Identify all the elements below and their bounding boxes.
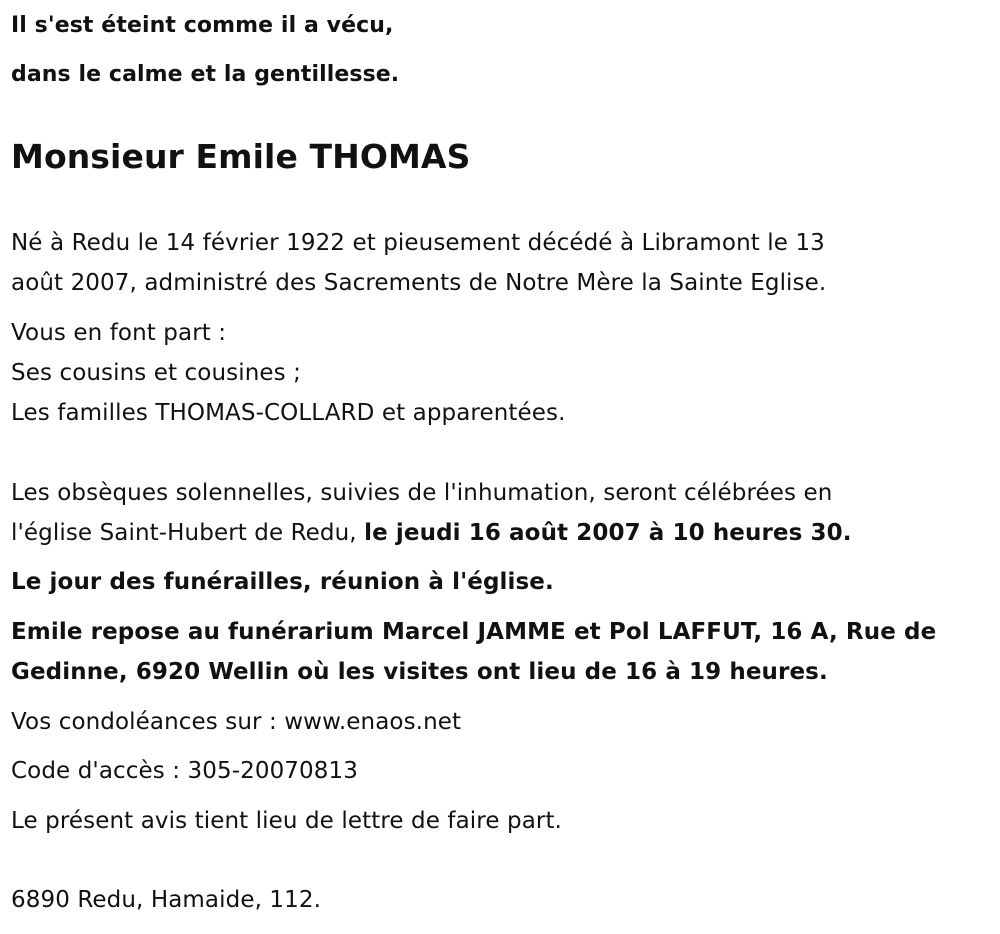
notice-text: Le présent avis tient lieu de lettre de faire part. xyxy=(11,808,562,834)
condolences-website: Vos condoléances sur : www.enaos.net xyxy=(11,709,462,735)
announcers-heading: Vous en font part : xyxy=(11,320,227,346)
announcer-families: Les familles THOMAS-COLLARD et apparentées. xyxy=(11,400,566,426)
address: 6890 Redu, Hamaide, 112. xyxy=(11,887,322,913)
announcer-cousins: Ses cousins et cousines ; xyxy=(11,360,301,386)
repose-line-2: Gedinne, 6920 Wellin où les visites ont lieu de 16 à 19 heures. xyxy=(11,659,828,685)
funeral-line-2 xyxy=(11,513,852,553)
funeral-date-time: le jeudi 16 août 2007 à 10 heures 30. xyxy=(364,520,852,546)
intro-line-1: Il s'est éteint comme il a vécu, xyxy=(11,13,394,38)
deceased-name: Monsieur Emile THOMAS xyxy=(11,137,471,176)
funeral-gathering: Le jour des funérailles, réunion à l'église. xyxy=(11,569,554,595)
intro-line-2: dans le calme et la gentillesse. xyxy=(11,62,400,87)
condolences-access-code: Code d'accès : 305-20070813 xyxy=(11,758,358,784)
funeral-line-1: Les obsèques solennelles, suivies de l'inhumation, seront célébrées en xyxy=(11,480,833,506)
funeral-church: l'église Saint-Hubert de Redu, xyxy=(11,520,365,546)
repose-line-1: Emile repose au funérarium Marcel JAMME et Pol LAFFUT, 16 A, Rue de xyxy=(11,619,937,645)
birth-death-line-2: août 2007, administré des Sacrements de Notre Mère la Sainte Eglise. xyxy=(11,270,827,296)
birth-death-line-1: Né à Redu le 14 février 1922 et pieusement décédé à Libramont le 13 xyxy=(11,230,825,256)
